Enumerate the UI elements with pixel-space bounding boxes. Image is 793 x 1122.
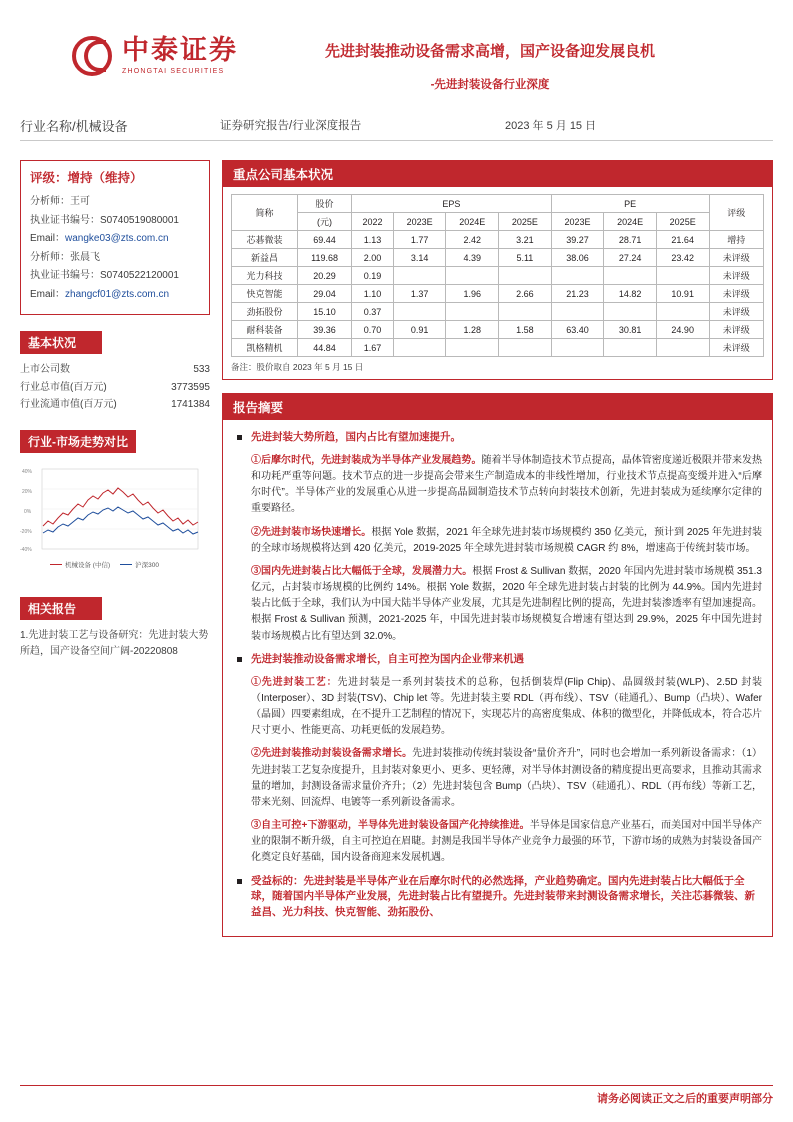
summary-bullet: 先进封装推动设备需求增长，自主可控为国内企业带来机遇 (235, 652, 762, 668)
cell-eps: 3.21 (499, 231, 552, 249)
cell-rating: 未评级 (709, 249, 764, 267)
subcol-pe-2024e: 2024E (604, 213, 657, 231)
report-type: 证券研究报告/行业深度报告 (220, 120, 362, 132)
table-row (232, 303, 764, 321)
table-row (232, 285, 764, 303)
page-header (0, 0, 793, 100)
summary-paragraph (235, 746, 762, 811)
logo-icon (72, 36, 112, 76)
summary-paragraph (235, 675, 762, 740)
legend-item-benchmark (120, 560, 159, 569)
cell-pe (551, 303, 604, 321)
cell-eps: 0.37 (352, 303, 394, 321)
market-trend-chart (20, 463, 210, 581)
paragraph-text: 根据 Yole 数据，2021 年全球先进封装市场规模约 350 亿美元，预计到 2025 年先进封装的全球市场规模将达到 420 亿美元，2019-2025 年全球先进封装市场规模 CAGR 约 8%，增速高于传统封装市场。 (251, 526, 762, 554)
col-rating: 评级 (709, 195, 764, 231)
cell-pe: 24.90 (656, 321, 709, 339)
cell-pe: 39.27 (551, 231, 604, 249)
cell-rating: 未评级 (709, 267, 764, 285)
svg-text:40%: 40% (22, 468, 33, 475)
rating-title: 评级：增持（维持） (30, 171, 143, 185)
related-reports-list (20, 628, 210, 661)
cell-price: 20.29 (298, 267, 352, 285)
stat-label: 上市公司数 (20, 364, 70, 375)
meta-row (0, 112, 793, 144)
table-note: 备注：股价取自 2023 年 5 月 15 日 (231, 362, 364, 372)
paragraph-lead: ③国内先进封装占比大幅低于全球，发展潜力大。 (251, 565, 473, 577)
cell-eps (499, 303, 552, 321)
analyst-1-name: 分析师：王可 (30, 196, 90, 207)
summary-paragraph (235, 818, 762, 867)
cell-eps (393, 267, 446, 285)
summary-title: 报告摘要 (223, 394, 772, 420)
company-table-panel (222, 160, 773, 380)
cell-name: 耐科装备 (232, 321, 298, 339)
subcol-pe-2023e: 2023E (551, 213, 604, 231)
table-subheader-row (232, 213, 764, 231)
col-price: 股价 (298, 195, 352, 213)
cell-eps (393, 303, 446, 321)
cell-eps (393, 339, 446, 357)
basic-section-title: 基本状况 (20, 331, 102, 354)
legend-label: 沪深300 (135, 561, 159, 569)
subcol-unit: (元) (298, 213, 352, 231)
report-title: 先进封装推动设备需求高增，国产设备迎发展良机 (324, 43, 655, 60)
cell-name: 劲拓股份 (232, 303, 298, 321)
cell-eps: 1.67 (352, 339, 394, 357)
cell-eps: 0.19 (352, 267, 394, 285)
list-item[interactable]: 1.先进封装工艺与设备研究：先进封装大势所趋，国产设备空间广阔-20220808 (20, 629, 209, 657)
svg-text:-40%: -40% (20, 546, 32, 553)
svg-text:-20%: -20% (20, 528, 32, 535)
paragraph-lead: ①先进封装工艺： (251, 676, 338, 688)
analyst-1-email[interactable]: wangke03@zts.com.cn (65, 233, 169, 244)
col-pe-group: PE (551, 195, 709, 213)
cell-pe (656, 303, 709, 321)
rating-box (20, 160, 210, 315)
paragraph-text: 随着半导体制造技术节点提高，晶体管密度递近极限并带来发热和功耗严重等问题。技术节点的进一步提高会带来生产制造成本的非线性增加，行业技术节点提高变缓并进入“后摩尔时代”。半导体产业的发展重心从进一步提高晶圆制造技术节点转向封装技术创新，先进封装成为延续摩尔定律的重要路径。 (251, 454, 763, 515)
analyst-1-email-row (30, 230, 200, 249)
paragraph-text: 先进封装推动传统封装设备“量价齐升”，同时也会增加一系列新设备需求：（1）先进封装工艺复杂度提升，且封装对象更小、更多、更轻薄，对半导体封测设备的精度提出更高要求，且推动其需求量的增加，封测设备需求量价齐升；（2）先进封装包含 Bump（凸块）、TSV（硅通孔）、RDL（再布线）等新工艺，带来光刻、回流焊、电镀等一系列新设备需求。 (251, 748, 763, 808)
cell-eps: 0.91 (393, 321, 446, 339)
cell-pe: 38.06 (551, 249, 604, 267)
analyst-2-email[interactable]: zhangcf01@zts.com.cn (65, 288, 170, 300)
summary-paragraph (235, 453, 762, 518)
cell-eps: 1.58 (499, 321, 552, 339)
svg-text:0%: 0% (24, 508, 32, 515)
analyst-1-cert: 执业证书编号：S0740519080001 (30, 214, 179, 226)
cell-eps: 1.10 (352, 285, 394, 303)
legend-label: 机械设备 (中信) (65, 561, 111, 569)
footer-divider (20, 1085, 773, 1086)
cell-pe: 14.82 (604, 285, 657, 303)
paragraph-lead: ②先进封装市场快速增长。 (251, 526, 372, 538)
cell-eps: 2.42 (446, 231, 499, 249)
list-item (20, 396, 210, 414)
industry-name: 行业名称/机械设备 (20, 119, 128, 134)
cell-eps: 1.28 (446, 321, 499, 339)
cell-pe (604, 339, 657, 357)
analyst-2-email-row (30, 286, 200, 305)
cell-eps (446, 267, 499, 285)
cell-rating: 未评级 (709, 285, 764, 303)
cell-eps: 2.66 (499, 285, 552, 303)
cell-eps (446, 303, 499, 321)
table-row (232, 231, 764, 249)
col-eps-group: EPS (352, 195, 552, 213)
summary-paragraph (235, 564, 762, 645)
cell-pe (604, 303, 657, 321)
cell-eps (499, 267, 552, 285)
summary-panel (222, 393, 773, 937)
analyst-2-name: 分析师：张晨飞 (30, 251, 100, 263)
cell-pe: 30.81 (604, 321, 657, 339)
subcol-eps-2022: 2022 (352, 213, 394, 231)
stat-value: 1741384 (171, 399, 210, 410)
chart-legend (50, 560, 159, 569)
report-subtitle: -先进封装设备行业深度 (430, 79, 550, 91)
table-header-row (232, 195, 764, 213)
summary-bullet: 先进封装大势所趋，国内占比有望加速提升。 (235, 430, 762, 446)
table-row (232, 267, 764, 285)
cell-eps: 1.96 (446, 285, 499, 303)
cell-pe: 27.24 (604, 249, 657, 267)
cell-rating: 未评级 (709, 303, 764, 321)
stat-label: 行业流通市值(百万元) (20, 399, 117, 410)
cell-pe: 23.42 (656, 249, 709, 267)
subcol-eps-2024e: 2024E (446, 213, 499, 231)
panel-title: 重点公司基本状况 (223, 161, 772, 187)
left-sidebar (20, 160, 210, 661)
cell-rating: 未评级 (709, 339, 764, 357)
paragraph-text: 半导体是国家信息产业基石，而美国对中国半导体产业的限制不断升级，自主可控迫在眉睫。封测是我国半导体产业竞争力最强的环节，下游市场的成熟为封装设备国产化奠定良好基础，国内设备商迎来发展机遇。 (251, 820, 763, 864)
legend-item-industry (50, 560, 110, 569)
cell-price: 15.10 (298, 303, 352, 321)
cell-pe (551, 267, 604, 285)
main-content (222, 160, 773, 937)
stat-label: 行业总市值(百万元) (20, 381, 107, 393)
cell-pe (656, 267, 709, 285)
cell-eps: 1.13 (352, 231, 394, 249)
cell-price: 119.68 (298, 249, 352, 267)
key-companies-table (231, 194, 764, 357)
subcol-pe-2025e: 2025E (656, 213, 709, 231)
cell-pe: 63.40 (551, 321, 604, 339)
cell-pe (604, 267, 657, 285)
paragraph-lead: ②先进封装推动封装设备需求增长。 (251, 748, 413, 760)
subcol-eps-2023e: 2023E (393, 213, 446, 231)
cell-eps: 1.77 (393, 231, 446, 249)
cell-rating: 未评级 (709, 321, 764, 339)
summary-paragraph (235, 525, 762, 557)
header-divider (20, 140, 773, 141)
related-section-title: 相关报告 (20, 597, 102, 620)
list-item (20, 361, 210, 379)
cell-pe (656, 339, 709, 357)
analyst-2-cert: 执业证书编号：S0740522120001 (30, 270, 179, 281)
table-row (232, 321, 764, 339)
summary-body (223, 420, 772, 936)
analyst-1-email-label: Email： (30, 233, 66, 244)
trend-section-title: 行业-市场走势对比 (20, 430, 136, 453)
paragraph-lead: ③自主可控+下游驱动，半导体先进封装设备国产化持续推进。 (251, 820, 530, 832)
cell-eps: 4.39 (446, 249, 499, 267)
logo-text-en: ZHONGTAI SECURITIES (122, 68, 225, 75)
cell-price: 69.44 (298, 231, 352, 249)
stat-value: 3773595 (171, 381, 210, 393)
col-name: 简称 (232, 195, 298, 231)
paragraph-text: 先进封装是一系列封装技术的总称，包括倒装焊(Flip Chip)、晶圆级封装(WLP)、2.5D 封装（Interposer）、3D 封装(TSV)、Chip let 等。先进封装主要 RDL（再布线）、TSV（硅通孔）、Bump（凸块）、Wafer（晶圆）四要素组成，在不提升工艺制程的情况下，实现芯片的高密度集成、体积的微型化，并降低成本，符合芯片尺寸更小、性能更高、功耗更低的发展趋势。 (251, 676, 762, 737)
cell-eps: 3.14 (393, 249, 446, 267)
cell-eps (446, 339, 499, 357)
cell-eps: 2.00 (352, 249, 394, 267)
cell-eps: 5.11 (499, 249, 552, 267)
cell-eps: 0.70 (352, 321, 394, 339)
paragraph-text: 根据 Frost & Sullivan 数据，2020 年国内先进封装市场规模 351.3 亿元，占封装市场规模的比例约 14%。根据 Yole 数据，2020 年全球先进封装占封装的比例为 44.9%。国内先进封装占比低于全球，我们认为中国大陆半导体产业发展，尤其是先进制程比例的提高，先进封装渗透率有望加速提高。根据 Frost & Sullivan 预测，2021-2025 年，中国先进封装市场规模复合增速有望达到 29.9%，2025 年中国先进封装市场规模占比有望达到 32.0%。 (251, 565, 762, 642)
cell-eps: 1.37 (393, 285, 446, 303)
paragraph-lead: ①后摩尔时代，先进封装成为半导体产业发展趋势。 (251, 454, 482, 466)
svg-text:20%: 20% (22, 488, 33, 495)
cell-name: 快克智能 (232, 285, 298, 303)
cell-eps (499, 339, 552, 357)
list-item (20, 379, 210, 397)
stat-value: 533 (193, 364, 210, 375)
basic-stats-list (20, 361, 210, 414)
subcol-eps-2025e: 2025E (499, 213, 552, 231)
cell-price: 39.36 (298, 321, 352, 339)
cell-name: 新益昌 (232, 249, 298, 267)
cell-pe: 10.91 (656, 285, 709, 303)
cell-pe: 21.64 (656, 231, 709, 249)
table-row (232, 249, 764, 267)
cell-pe: 28.71 (604, 231, 657, 249)
table-row (232, 339, 764, 357)
cell-pe (551, 339, 604, 357)
report-date: 2023 年 5 月 15 日 (505, 120, 597, 132)
cell-name: 芯碁微装 (232, 231, 298, 249)
brand-logo (72, 36, 238, 76)
cell-price: 29.04 (298, 285, 352, 303)
logo-text-cn: 中泰证券 (122, 35, 238, 65)
analyst-2-email-label: Email： (30, 288, 66, 300)
cell-pe: 21.23 (551, 285, 604, 303)
cell-rating: 增持 (709, 231, 764, 249)
cell-price: 44.84 (298, 339, 352, 357)
cell-name: 凯格精机 (232, 339, 298, 357)
cell-name: 光力科技 (232, 267, 298, 285)
summary-bullet: 受益标的：先进封装是半导体产业在后摩尔时代的必然选择，产业趋势确定。国内先进封装占比大幅低于全球，随着国内半导体产业发展，先进封装占比有望提升。先进封装带来封测设备需求增长，关注芯碁微装、新益昌、光力科技、快克智能、劲拓股份、 (235, 874, 762, 921)
footer-disclaimer: 请务必阅读正文之后的重要声明部分 (597, 1093, 773, 1105)
